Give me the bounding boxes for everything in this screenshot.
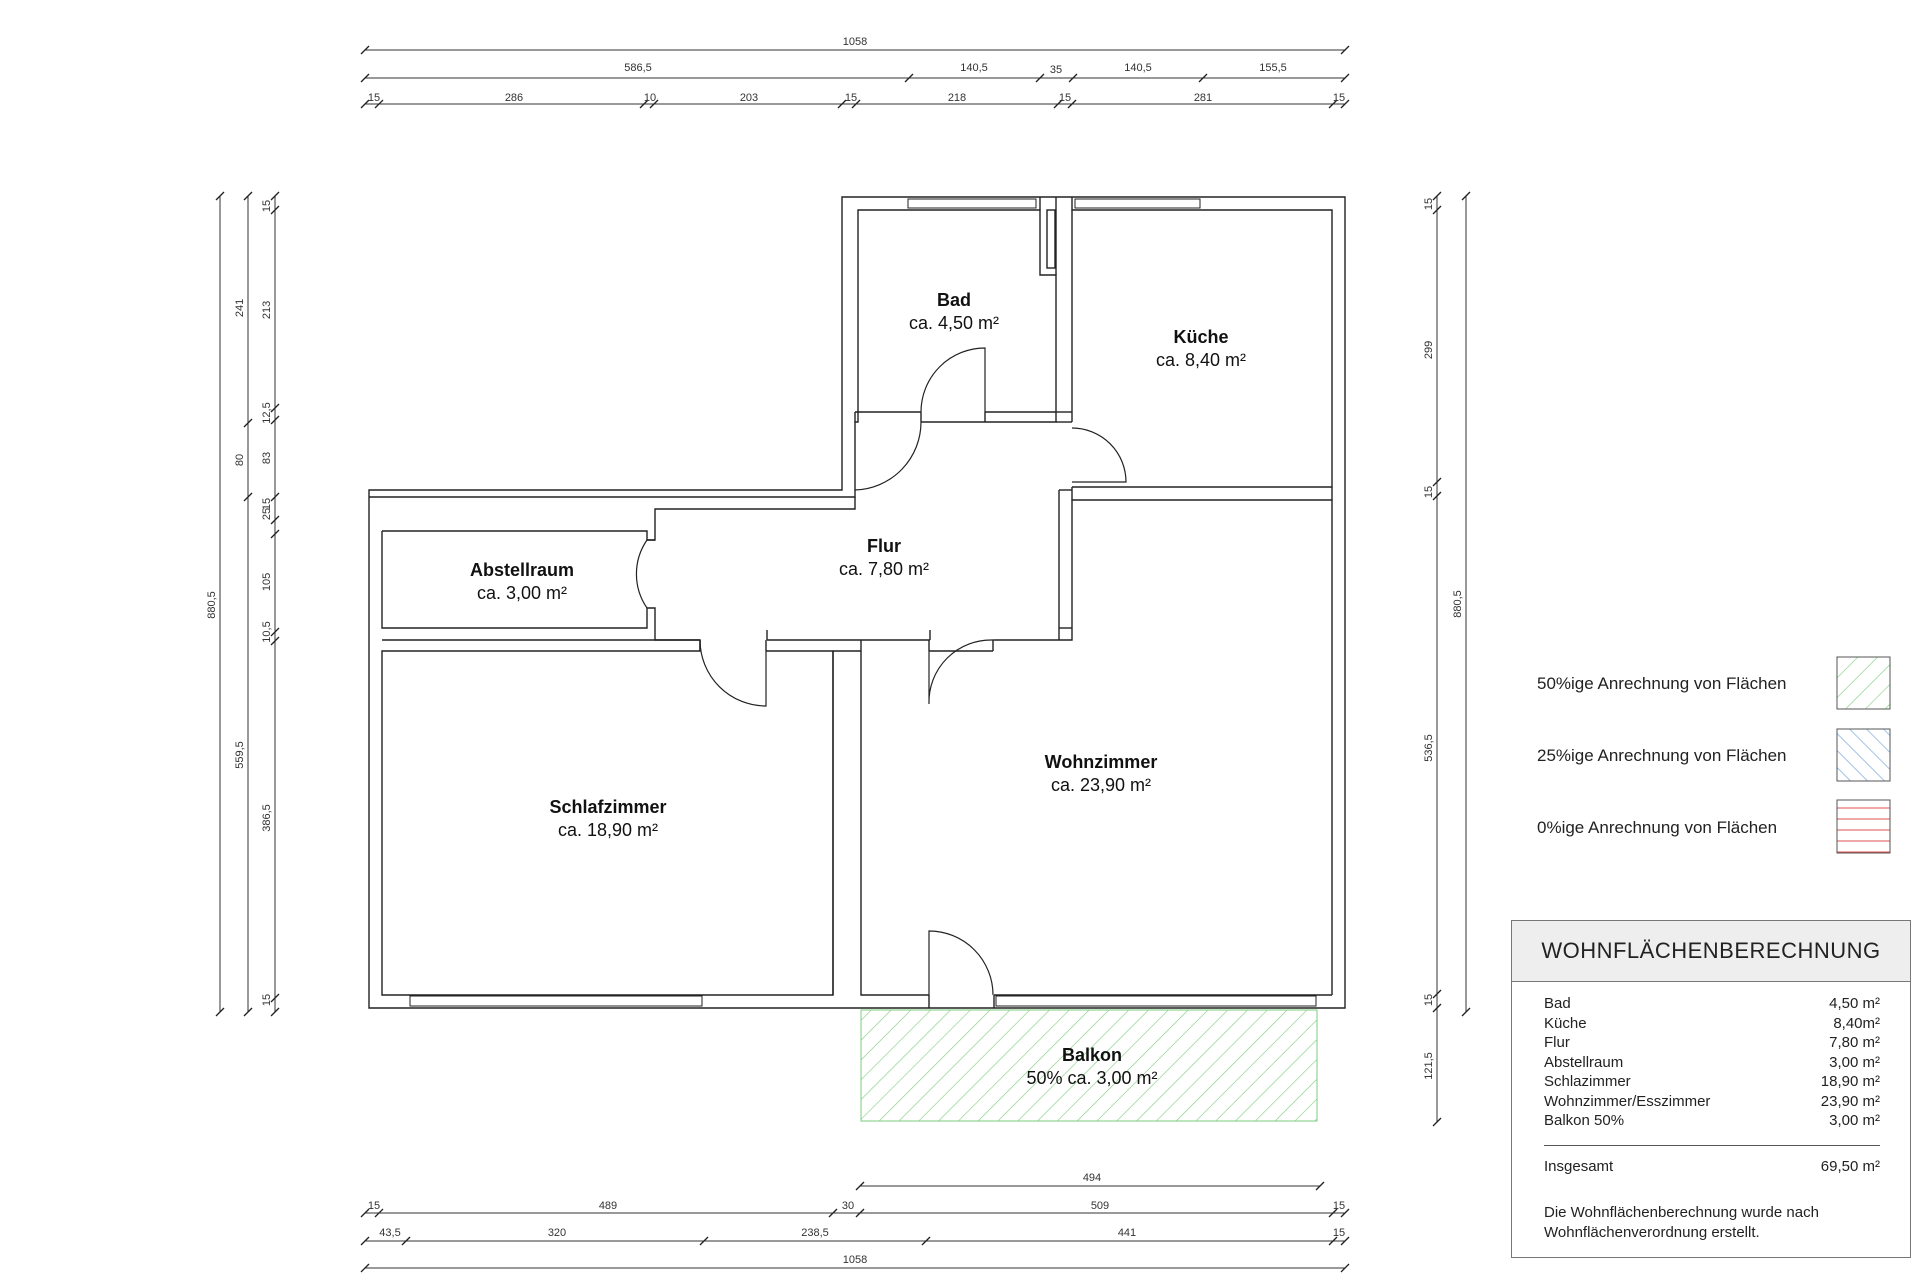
calc-row-label: Flur <box>1544 1034 1570 1051</box>
calc-row-value: 4,50 m² <box>1829 995 1880 1012</box>
room-flur-name: Flur <box>867 536 901 556</box>
dim-right-15-b: 15 <box>1423 485 1435 499</box>
dimension-labels-top <box>368 36 1345 104</box>
dim-top-total: 1058 <box>842 36 868 48</box>
dim-left-15-a: 15 <box>261 199 273 213</box>
dim-bottom-320: 320 <box>547 1227 567 1239</box>
calc-row-value: 3,00 m² <box>1829 1053 1880 1071</box>
calc-row-label: Abstellraum <box>1544 1053 1624 1071</box>
room-bad-name: Bad <box>936 290 972 310</box>
dim-top-140-5-a: 140,5 <box>960 62 988 74</box>
calc-row-value: 23,90 m² <box>1820 1092 1880 1110</box>
room-schlafzimmer-name: Schlafzimmer <box>549 797 667 817</box>
room-kueche-name: Küche <box>1173 327 1229 347</box>
dim-left-559-5: 559,5 <box>234 741 246 769</box>
dim-bottom-total: 1058 <box>842 1254 868 1266</box>
dim-left-83: 83 <box>261 451 273 465</box>
dim-right-15-a: 15 <box>1423 197 1435 211</box>
legend-25-label: 25%ige Anrechnung von Flächen <box>1537 746 1787 765</box>
calc-row <box>1544 1092 1880 1112</box>
room-wohnzimmer-area: ca. 23,90 m² <box>1050 775 1152 795</box>
dim-top-203: 203 <box>739 92 759 104</box>
dim-top-15-d: 15 <box>1332 92 1346 104</box>
calc-rows <box>1512 982 1910 1131</box>
dim-left-386-5: 386,5 <box>261 804 273 832</box>
dim-bottom-238-5: 238,5 <box>801 1227 829 1239</box>
room-schlafzimmer-area: ca. 18,90 m² <box>557 820 659 840</box>
dim-top-15-c: 15 <box>1058 92 1072 104</box>
dim-right-299: 299 <box>1423 340 1435 360</box>
calc-note <box>1512 1175 1910 1243</box>
dim-top-15-a: 15 <box>367 92 381 104</box>
dim-bottom-494: 494 <box>1082 1172 1102 1184</box>
dim-bottom-441: 441 <box>1117 1227 1137 1239</box>
room-bad-area: ca. 4,50 m² <box>908 313 1000 333</box>
dim-left-15-c: 15 <box>261 993 273 1007</box>
calc-row <box>1544 1053 1880 1073</box>
calc-row-value: 7,80 m² <box>1829 1034 1880 1051</box>
dim-top-281: 281 <box>1193 92 1213 104</box>
calc-row-value: 3,00 m² <box>1829 1112 1880 1129</box>
room-balkon-name: Balkon <box>1061 1045 1123 1065</box>
dim-top-35: 35 <box>1049 64 1063 76</box>
area-calculation-panel <box>1511 920 1911 1258</box>
room-abstellraum-area: ca. 3,00 m² <box>476 583 568 603</box>
room-flur-area: ca. 7,80 m² <box>838 559 930 579</box>
dim-right-15-c: 15 <box>1423 993 1435 1007</box>
calc-row-label: Schlazimmer <box>1544 1073 1631 1090</box>
dim-bottom-30: 30 <box>841 1200 855 1212</box>
dim-bottom-489: 489 <box>598 1200 618 1212</box>
legend-0-label: 0%ige Anrechnung von Flächen <box>1537 818 1778 837</box>
dim-top-140-5-b: 140,5 <box>1124 62 1152 74</box>
dim-left-80: 80 <box>234 453 246 467</box>
dimension-labels-left <box>206 200 273 1006</box>
calc-total-label: Insgesamt <box>1544 1157 1614 1175</box>
calc-row-label: Bad <box>1544 995 1571 1012</box>
dim-left-total: 880,5 <box>206 591 218 619</box>
room-wohnzimmer-name: Wohnzimmer <box>1044 752 1158 772</box>
balcony-hatch <box>861 1010 1317 1121</box>
dim-top-10: 10 <box>643 92 657 104</box>
dim-right-total: 880,5 <box>1452 590 1464 618</box>
dim-left-241: 241 <box>234 298 246 318</box>
calc-row-label: Balkon 50% <box>1544 1112 1625 1129</box>
dim-right-121-5: 121,5 <box>1423 1052 1435 1080</box>
calc-row <box>1544 994 1880 1014</box>
calc-row-value: 18,90 m² <box>1820 1073 1880 1090</box>
dim-left-25: 25 <box>261 507 273 521</box>
calc-row-value: 8,40m² <box>1833 1014 1880 1032</box>
calc-row-label: Wohnzimmer/Esszimmer <box>1544 1092 1711 1110</box>
calc-row <box>1544 1111 1880 1131</box>
calc-row-label: Küche <box>1544 1014 1587 1032</box>
calc-row <box>1544 1033 1880 1053</box>
dim-top-218: 218 <box>947 92 967 104</box>
dim-bottom-15-c: 15 <box>1332 1227 1346 1239</box>
dim-top-586-5: 586,5 <box>624 62 652 74</box>
legend-50-swatch <box>1837 657 1890 709</box>
legend-25-swatch <box>1837 729 1890 781</box>
doors <box>636 348 1126 995</box>
legend-0-swatch <box>1837 800 1890 853</box>
calc-total-row <box>1512 1146 1910 1175</box>
dim-bottom-15-b: 15 <box>1332 1200 1346 1212</box>
dim-bottom-15-a: 15 <box>367 1200 381 1212</box>
calc-title: WOHNFLÄCHENBERECHNUNG <box>1512 921 1910 982</box>
dim-left-12-5: 12,5 <box>261 402 273 424</box>
room-balkon-area: 50% ca. 3,00 m² <box>1026 1068 1158 1088</box>
dimension-labels-right <box>1423 198 1464 1080</box>
room-kueche-area: ca. 8,40 m² <box>1155 350 1247 370</box>
legend <box>1537 657 1890 853</box>
dim-top-155-5: 155,5 <box>1259 62 1287 74</box>
dim-left-105: 105 <box>261 572 273 592</box>
calc-note-line-2: Wohnflächenverordnung erstellt. <box>1544 1223 1760 1241</box>
dim-bottom-43-5: 43,5 <box>379 1227 401 1239</box>
calc-note-line-1: Die Wohnflächenberechnung wurde nach <box>1544 1203 1819 1221</box>
dim-left-213: 213 <box>261 300 273 320</box>
dim-right-536-5: 536,5 <box>1423 734 1435 762</box>
dim-bottom-509: 509 <box>1090 1200 1110 1212</box>
calc-row <box>1544 1014 1880 1034</box>
calc-total-value: 69,50 m² <box>1820 1157 1880 1175</box>
legend-50-label: 50%ige Anrechnung von Flächen <box>1537 674 1787 693</box>
dim-left-15-b: 15 <box>261 497 273 511</box>
dim-top-15-b: 15 <box>844 92 858 104</box>
room-abstellraum-name: Abstellraum <box>469 560 575 580</box>
dim-left-10-5: 10,5 <box>261 621 273 643</box>
dim-top-286: 286 <box>504 92 524 104</box>
calc-row <box>1544 1072 1880 1092</box>
